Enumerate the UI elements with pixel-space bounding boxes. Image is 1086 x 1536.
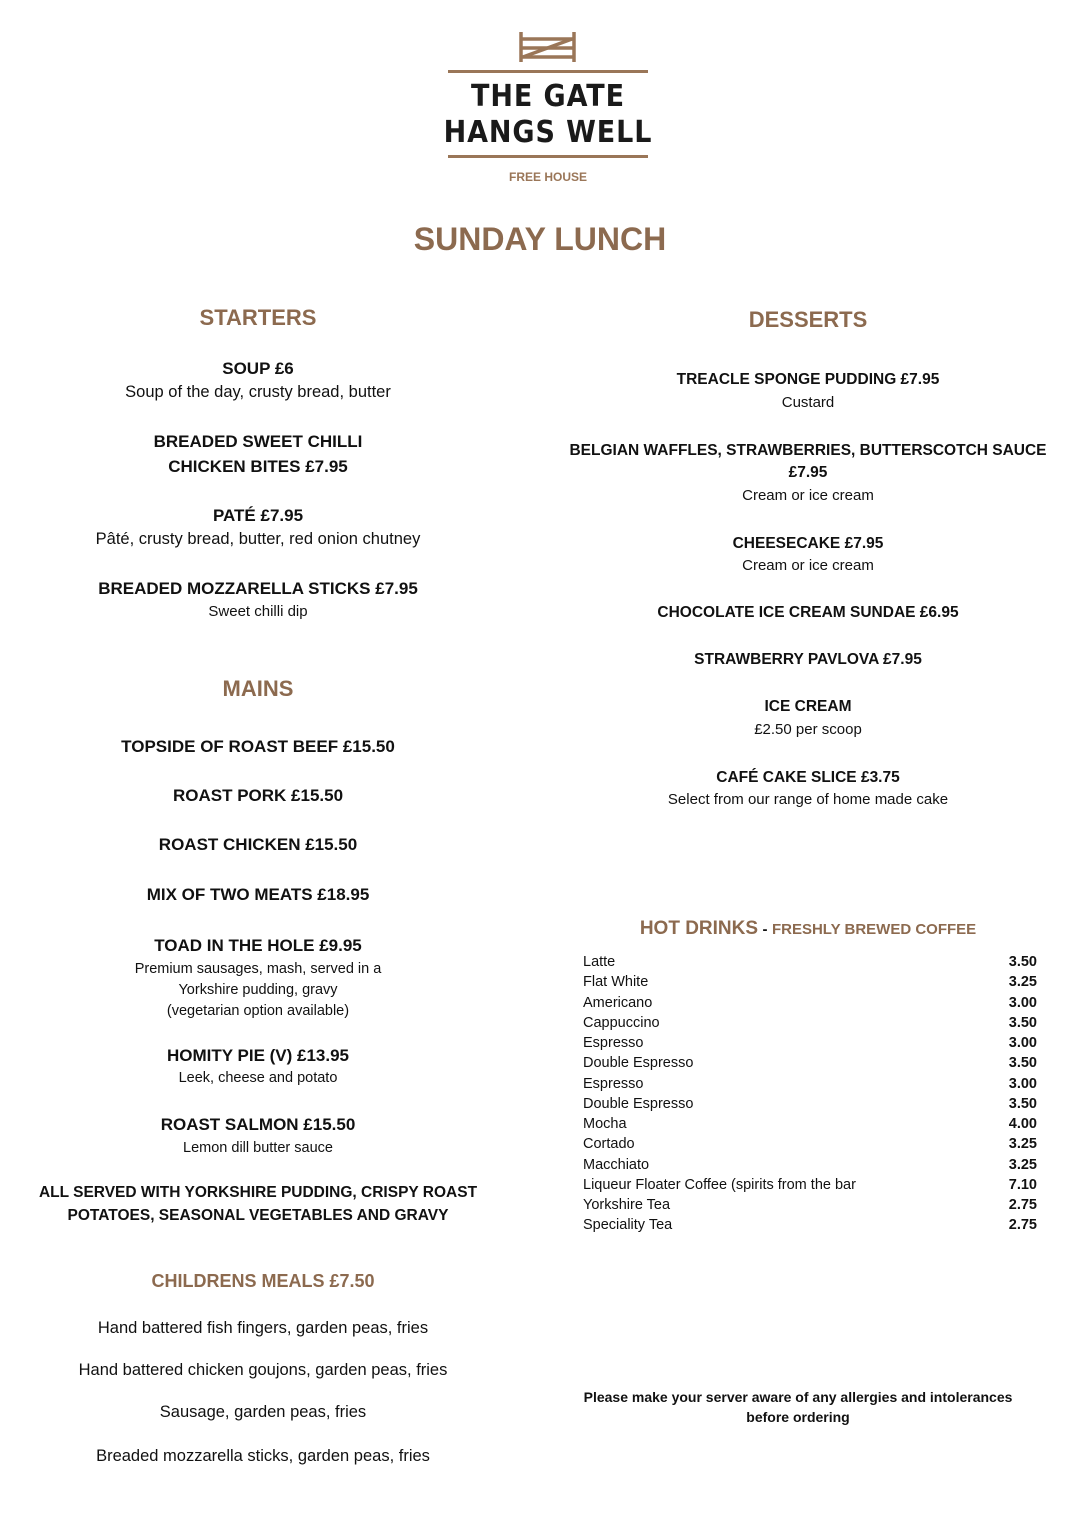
drink-price: 3.50 bbox=[1008, 1014, 1037, 1031]
main-title: HOMITY PIE (V) £13.95 bbox=[166, 1046, 350, 1065]
drink-name: Cortado bbox=[583, 1136, 635, 1153]
drink-row bbox=[583, 1175, 1037, 1195]
main-title: TOPSIDE OF ROAST BEEF £15.50 bbox=[121, 737, 395, 756]
logo-line-1: THE GATE bbox=[471, 79, 625, 114]
dessert-title: CHOCOLATE ICE CREAM SUNDAE £6.95 bbox=[657, 604, 959, 621]
drink-row bbox=[583, 1134, 1037, 1154]
dessert-desc: Custard bbox=[781, 394, 835, 411]
starter-title: SOUP £6 bbox=[222, 359, 294, 378]
childrens-item: Hand battered chicken goujons, garden peas, fries bbox=[78, 1361, 448, 1379]
starter-desc: Pâté, crusty bread, butter, red onion chutney bbox=[95, 530, 421, 548]
logo-rule-top bbox=[448, 70, 648, 73]
dessert-desc: Cream or ice cream bbox=[742, 557, 874, 574]
drink-name: Latte bbox=[583, 954, 616, 970]
dessert-title: ICE CREAM bbox=[764, 698, 852, 715]
drink-row bbox=[583, 1195, 1037, 1215]
drink-name: Double Espresso bbox=[583, 1055, 694, 1072]
drink-price: 2.75 bbox=[1008, 1217, 1037, 1234]
starter-title: BREADED SWEET CHILLI bbox=[153, 432, 363, 451]
main-desc: Premium sausages, mash, served in a bbox=[134, 961, 382, 977]
dessert-desc: Select from our range of home made cake bbox=[667, 791, 949, 808]
drink-name: Mocha bbox=[583, 1116, 627, 1132]
dessert-title: BELGIAN WAFFLES, STRAWBERRIES, BUTTERSCOTCH SAUCE bbox=[569, 442, 1047, 459]
drink-price: 7.10 bbox=[1008, 1176, 1037, 1193]
drink-name: Flat White bbox=[583, 974, 649, 991]
drink-price: 3.50 bbox=[1008, 1055, 1037, 1072]
logo-line-2: HANGS WELL bbox=[443, 115, 653, 150]
main-title: TOAD IN THE HOLE £9.95 bbox=[154, 936, 362, 955]
main-title: ROAST PORK £15.50 bbox=[172, 786, 344, 805]
starters-heading: STARTERS bbox=[199, 305, 317, 330]
desserts-heading: DESSERTS bbox=[748, 307, 868, 332]
childrens-heading: CHILDRENS MEALS £7.50 bbox=[151, 1271, 375, 1291]
hot-drinks-separator: - bbox=[762, 921, 768, 938]
main-title: MIX OF TWO MEATS £18.95 bbox=[146, 885, 370, 904]
drink-row bbox=[583, 1094, 1037, 1114]
page-title: SUNDAY LUNCH bbox=[413, 221, 667, 257]
starter-desc: Sweet chilli dip bbox=[208, 603, 308, 620]
drink-name: Americano bbox=[583, 994, 653, 1011]
drink-name: Macchiato bbox=[583, 1156, 650, 1173]
main-desc: (vegetarian option available) bbox=[166, 1003, 350, 1019]
main-title: ROAST SALMON £15.50 bbox=[160, 1115, 356, 1134]
drink-price: 3.00 bbox=[1008, 1075, 1037, 1092]
dessert-title: £7.95 bbox=[788, 464, 828, 481]
hot-drinks-subtitle: FRESHLY BREWED COFFEE bbox=[771, 921, 977, 938]
drink-name: Double Espresso bbox=[583, 1095, 694, 1112]
drink-price: 3.50 bbox=[1008, 1095, 1037, 1112]
drink-price: 3.25 bbox=[1008, 1156, 1037, 1173]
logo-tagline: FREE HOUSE bbox=[508, 170, 587, 184]
drink-name: Speciality Tea bbox=[583, 1217, 673, 1234]
drink-price: 3.25 bbox=[1008, 974, 1037, 991]
main-desc: Lemon dill butter sauce bbox=[183, 1140, 333, 1156]
starter-title: PATÉ £7.95 bbox=[212, 506, 304, 525]
starter-title: CHICKEN BITES £7.95 bbox=[168, 457, 348, 476]
main-desc: Yorkshire pudding, gravy bbox=[178, 982, 338, 998]
dessert-desc: £2.50 per scoop bbox=[754, 721, 862, 738]
hot-drinks-heading bbox=[568, 918, 1048, 939]
mains-note: ALL SERVED WITH YORKSHIRE PUDDING, CRISPY ROAST bbox=[38, 1184, 478, 1201]
drink-name: Liqueur Floater Coffee (spirits from the bar bbox=[583, 1176, 856, 1193]
drink-price: 4.00 bbox=[1008, 1116, 1037, 1132]
hot-drinks-title: HOT DRINKS bbox=[639, 918, 759, 939]
dessert-title: TREACLE SPONGE PUDDING £7.95 bbox=[676, 371, 940, 388]
dessert-desc: Cream or ice cream bbox=[742, 487, 874, 504]
logo-rule-bottom bbox=[448, 155, 648, 158]
dessert-title: STRAWBERRY PAVLOVA £7.95 bbox=[694, 651, 922, 668]
mains-heading: MAINS bbox=[222, 676, 294, 701]
mains-note: POTATOES, SEASONAL VEGETABLES AND GRAVY bbox=[67, 1207, 449, 1224]
hot-drinks-list bbox=[583, 952, 1037, 1236]
drink-name: Yorkshire Tea bbox=[583, 1197, 671, 1213]
starter-title: BREADED MOZZARELLA STICKS £7.95 bbox=[98, 579, 418, 598]
drink-price: 3.25 bbox=[1008, 1136, 1037, 1153]
drink-row bbox=[583, 1155, 1037, 1175]
drink-row bbox=[583, 972, 1037, 992]
drink-row bbox=[583, 1053, 1037, 1073]
drink-price: 3.50 bbox=[1008, 954, 1037, 970]
dessert-title: CHEESECAKE £7.95 bbox=[732, 535, 884, 552]
drink-name: Cappuccino bbox=[583, 1014, 660, 1031]
drink-row bbox=[583, 1013, 1037, 1033]
drink-row bbox=[583, 1114, 1037, 1134]
drink-row bbox=[583, 1033, 1037, 1053]
childrens-item: Breaded mozzarella sticks, garden peas, fries bbox=[96, 1447, 430, 1465]
drink-row bbox=[583, 993, 1037, 1013]
allergy-note: Please make your server aware of any allergies and intolerances bbox=[583, 1389, 1013, 1405]
drink-price: 3.00 bbox=[1008, 994, 1037, 1011]
allergy-note: before ordering bbox=[746, 1409, 850, 1425]
drink-name: Espresso bbox=[583, 1035, 644, 1051]
gate-icon bbox=[518, 31, 578, 63]
childrens-item: Sausage, garden peas, fries bbox=[159, 1403, 367, 1421]
main-title: ROAST CHICKEN £15.50 bbox=[158, 835, 358, 854]
drink-price: 3.00 bbox=[1008, 1035, 1037, 1051]
drink-name: Espresso bbox=[583, 1075, 644, 1092]
drink-row bbox=[583, 1215, 1037, 1235]
starter-desc: Soup of the day, crusty bread, butter bbox=[125, 383, 391, 401]
childrens-item: Hand battered fish fingers, garden peas, fries bbox=[97, 1319, 429, 1337]
drink-row bbox=[583, 952, 1037, 972]
main-desc: Leek, cheese and potato bbox=[178, 1070, 338, 1086]
drink-price: 2.75 bbox=[1008, 1197, 1037, 1213]
drink-row bbox=[583, 1074, 1037, 1094]
dessert-title: CAFÉ CAKE SLICE £3.75 bbox=[716, 769, 900, 786]
